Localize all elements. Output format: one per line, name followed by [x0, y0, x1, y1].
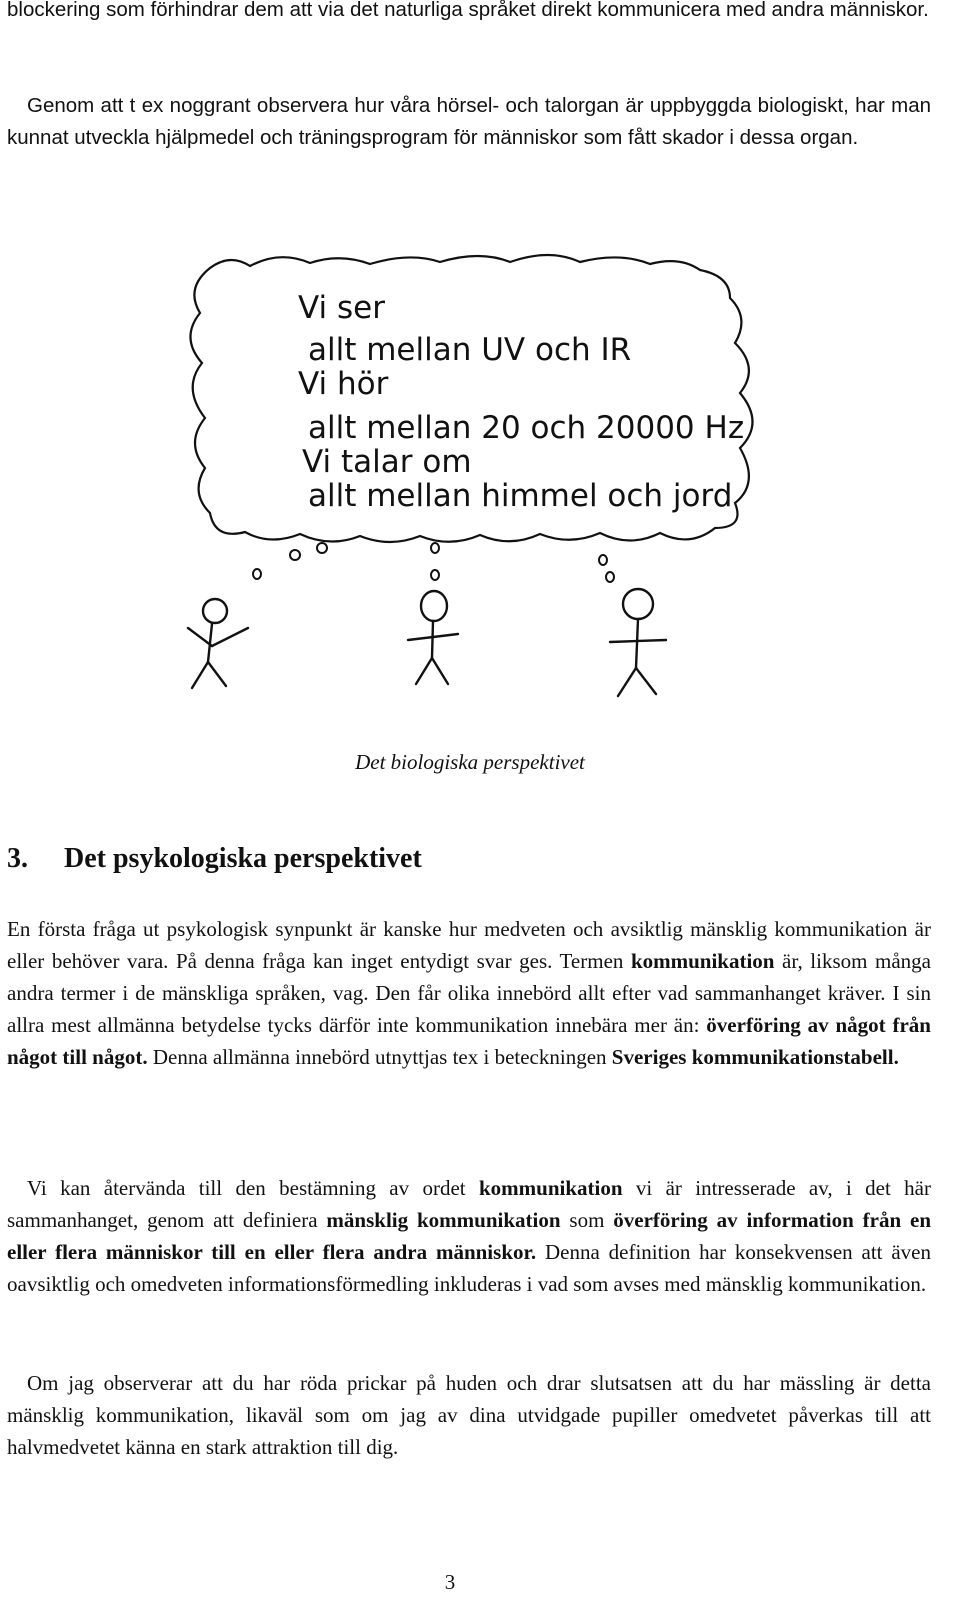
handwritten-line-1: Vi ser	[298, 290, 385, 326]
thought-bubble-illustration	[170, 248, 790, 708]
para2-text-1: Vi kan återvända till den bestämning av ordet	[27, 1176, 479, 1200]
para2-bold-2: mänsklig kommunikation	[326, 1208, 561, 1232]
paragraph-3: Om jag observerar att du har röda prickar på huden och drar slutsatsen att du har mässling är detta mänsklig kommunikation, likaväl som om jag av dina utvidgade pupiller omedvetet påverkas till att halvmedvetet känna en stark attraktion till dig.	[7, 1371, 931, 1459]
para1-bold-2: överföring av något från något till något.	[7, 1013, 931, 1069]
para2-bold-1: kommunikation	[478, 1176, 623, 1200]
handwritten-line-4: allt mellan 20 och 20000 Hz	[308, 410, 745, 446]
stick-figure-left	[188, 599, 248, 688]
thought-bubbles-right	[599, 555, 614, 582]
section-heading	[7, 843, 422, 875]
para1-text-3: Denna allmänna innebörd utnyttjas tex i beteckningen	[147, 1045, 612, 1069]
para1-bold-3: Sveriges kommunikationstabell.	[611, 1045, 899, 1069]
handwritten-line-6: allt mellan himmel och jord	[308, 478, 733, 514]
section-title: Det psykologiska perspektivet	[64, 843, 422, 874]
thought-bubbles-left	[253, 543, 327, 579]
para2-bold-3: överföring av information från en eller flera människor till en eller flera andra människor.	[7, 1208, 931, 1264]
page-number: 3	[444, 1570, 456, 1594]
paragraph-genom: Genom att t ex noggrant observera hur våra hörsel- och talorgan är uppbyggda biologiskt, har man kunnat utveckla hjälpmedel och träningsprogram för människor som fått skador i dessa organ.	[7, 94, 931, 149]
handwritten-line-2: allt mellan UV och IR	[308, 332, 632, 368]
para2-text-2: vi är intresserade av, i det här sammanhanget, genom att definiera	[7, 1176, 931, 1232]
paragraph-1	[7, 913, 931, 1073]
para1-text-1: En första fråga ut psykologisk synpunkt är kanske hur medveten och avsiktlig mänsklig kommunikation är eller behöver vara. På denna fråga kan inget entydigt svar ges. Termen	[7, 917, 931, 973]
stick-figure-right	[610, 589, 666, 696]
para1-bold-1: kommunikation	[630, 949, 775, 973]
section-number: 3.	[7, 843, 28, 874]
para2-text-4: Denna definition har konsekvensen att även oavsiktlig och omedveten informationsförmedling inkluderas i vad som avses med mänsklig kommunikation.	[7, 1240, 931, 1296]
figure-caption: Det biologiska perspektivet	[355, 750, 585, 774]
para2-text-3: som	[560, 1208, 614, 1232]
stick-figure-middle	[408, 591, 458, 684]
handwritten-line-3: Vi hör	[298, 366, 389, 402]
para1-text-2: är, liksom många andra termer i de mänskliga språken, vag. Den får olika innebörd allt efter vad sammanhanget kräver. I sin allra mest allmänna betydelse tycks därför inte kommunikation innebära mer än:	[7, 949, 931, 1037]
handwritten-line-5: Vi talar om	[302, 444, 472, 480]
paragraph-continuation: blockering som förhindrar dem att via det naturliga språket direkt kommunicera med andra människor.	[7, 0, 929, 21]
thought-bubbles-middle	[431, 543, 439, 580]
paragraph-2	[7, 1172, 931, 1300]
